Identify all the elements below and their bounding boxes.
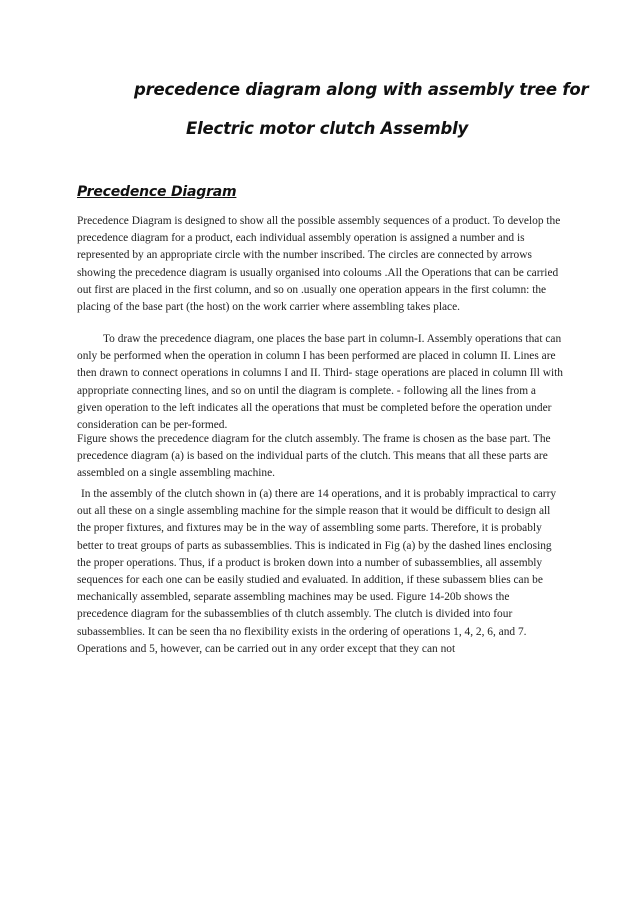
section-heading: Precedence Diagram (77, 184, 237, 200)
document-title-line-2: Electric motor clutch Assembly (186, 119, 469, 138)
paragraph-figure-description: Figure shows the precedence diagram for the clutch assembly. The frame is chosen as the base part. The precedence diagram (a) is based on the individual parts of the clutch. This means that all these parts are assembled on a single assembling machine. (77, 433, 551, 480)
paragraph-intro: Precedence Diagram is designed to show all the possible assembly sequences of a product. To develop the precedence diagram for a product, each individual assembly operation is assigned a number and is represented by an appropriate circle with the number inscribed. The circles are connected by arrows showing the precedence diagram is usually organised into coloums .All the Operations that can be carried out first are placed in the first column, and so on .usually one operation appears in the first column: the placing of the base part (the host) on the work carrier where assembling takes place. (77, 215, 561, 314)
paragraph-drawing-procedure: To draw the precedence diagram, one places the base part in column-I. Assembly operations that can only be performed when the operation in column I has been performed are placed in column II. Lines are then drawn to connect operations in columns I and II. Third- stage operations are placed in column Ill with appropriate connecting lines, and so on until the diagram is complete. - following all the lines from a given operation to the left indicates all the operations that must be completed before the operation under consideration can be per-formed. (77, 333, 563, 432)
document-title-line-1: precedence diagram along with assembly tree for (134, 80, 589, 99)
paragraph-subassemblies: In the assembly of the clutch shown in (a) there are 14 operations, and it is probably impractical to carry out all these on a single assembling machine for the simple reason that it would be difficult to design all the proper fixtures, and fixtures may be in the way of assembling some parts. Therefore, it is probably better to treat groups of parts as subassemblies. This is indicated in Fig (a) by the dashed lines enclosing the proper operations. Thus, if a product is broken down into a number of subassemblies, all assembly sequences for each one can be easily studied and evaluated. In addition, if these subassem blies can be mechanically assembled, separate assembling machines may be used. Figure 14-20b shows the precedence diagram for the subassemblies of th clutch assembly. The clutch is divided into four subassemblies. It can be seen tha no flexibility exists in the ordering of operations 1, 4, 2, 6, and 7. Operations and 5, however, can be carried out in any order except that they can not (77, 488, 557, 655)
